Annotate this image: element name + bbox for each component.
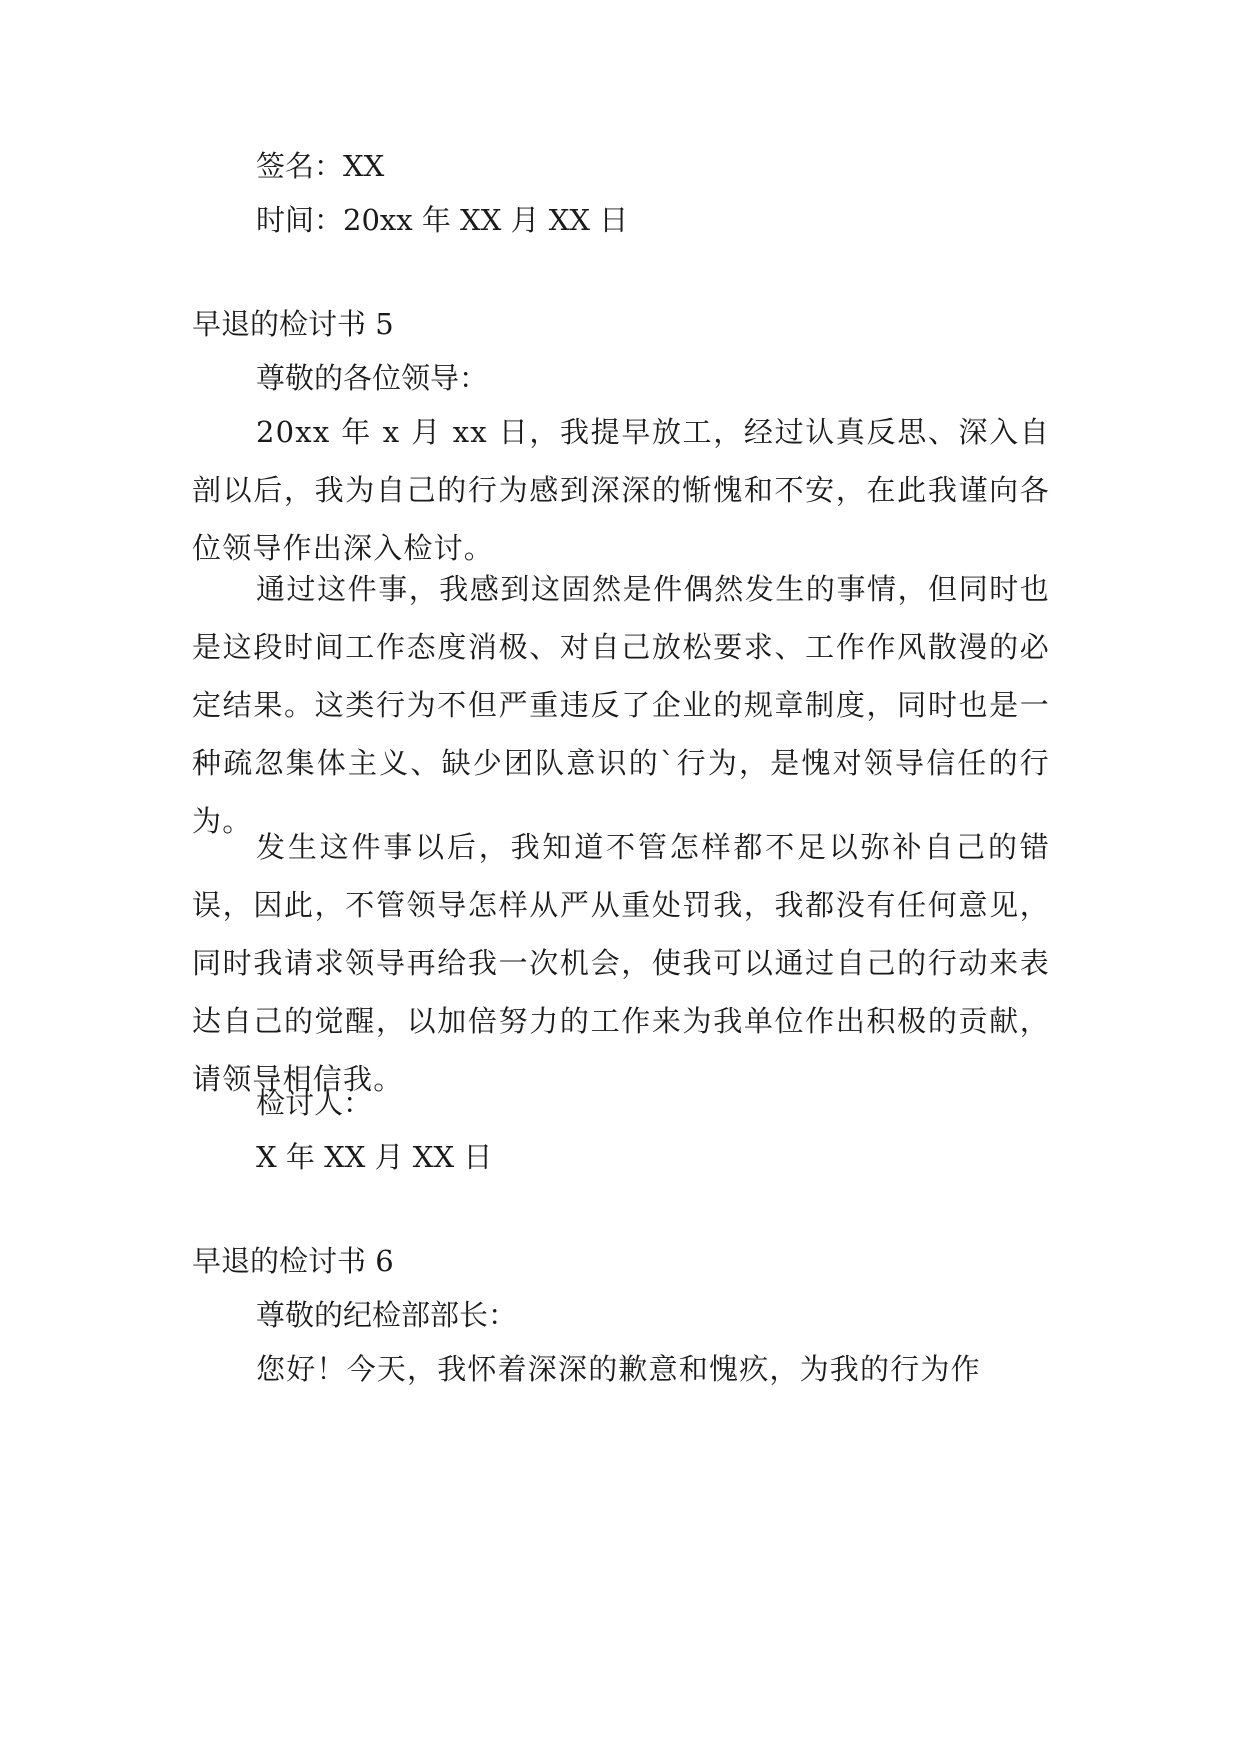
date-line-5: X 年 XX 月 XX 日 bbox=[256, 1140, 493, 1174]
time-line: 时间：20xx 年 XX 月 XX 日 bbox=[256, 203, 629, 237]
signature-line: 签名：XX bbox=[256, 149, 385, 183]
section-title-5: 早退的检讨书 5 bbox=[192, 307, 394, 341]
paragraph-5-1: 20xx 年 x 月 xx 日，我提早放工，经过认真反思、深入自剖以后，我为自己的行为感到深深的惭愧和不安，在此我谨向各位领导作出深入检讨。 bbox=[192, 415, 1050, 565]
section-title-6: 早退的检讨书 6 bbox=[192, 1244, 394, 1278]
paragraph-6-1: 您好！今天，我怀着深深的歉意和愧疚，为我的行为作 bbox=[256, 1352, 981, 1386]
paragraph-5-3: 发生这件事以后，我知道不管怎样都不足以弥补自己的错误，因此，不管领导怎样从严从重处罚我，我都没有任何意见，同时我请求领导再给我一次机会，使我可以通过自己的行动来表达自己的觉醒，以加倍努力的工作来为我单位作出积极的贡献，请领导相信我。 bbox=[192, 830, 1050, 1096]
paragraph-5-2: 通过这件事，我感到这固然是件偶然发生的事情，但同时也是这段时间工作态度消极、对自己放松要求、工作作风散漫的必定结果。这类行为不但严重违反了企业的规章制度，同时也是一种疏忽集体主义、缺少团队意识的`行为，是愧对领导信任的行为。 bbox=[192, 572, 1050, 838]
salutation-5: 尊敬的各位领导： bbox=[256, 361, 489, 395]
reviewer-label: 检讨人： bbox=[256, 1086, 373, 1120]
salutation-6: 尊敬的纪检部部长： bbox=[256, 1298, 518, 1332]
